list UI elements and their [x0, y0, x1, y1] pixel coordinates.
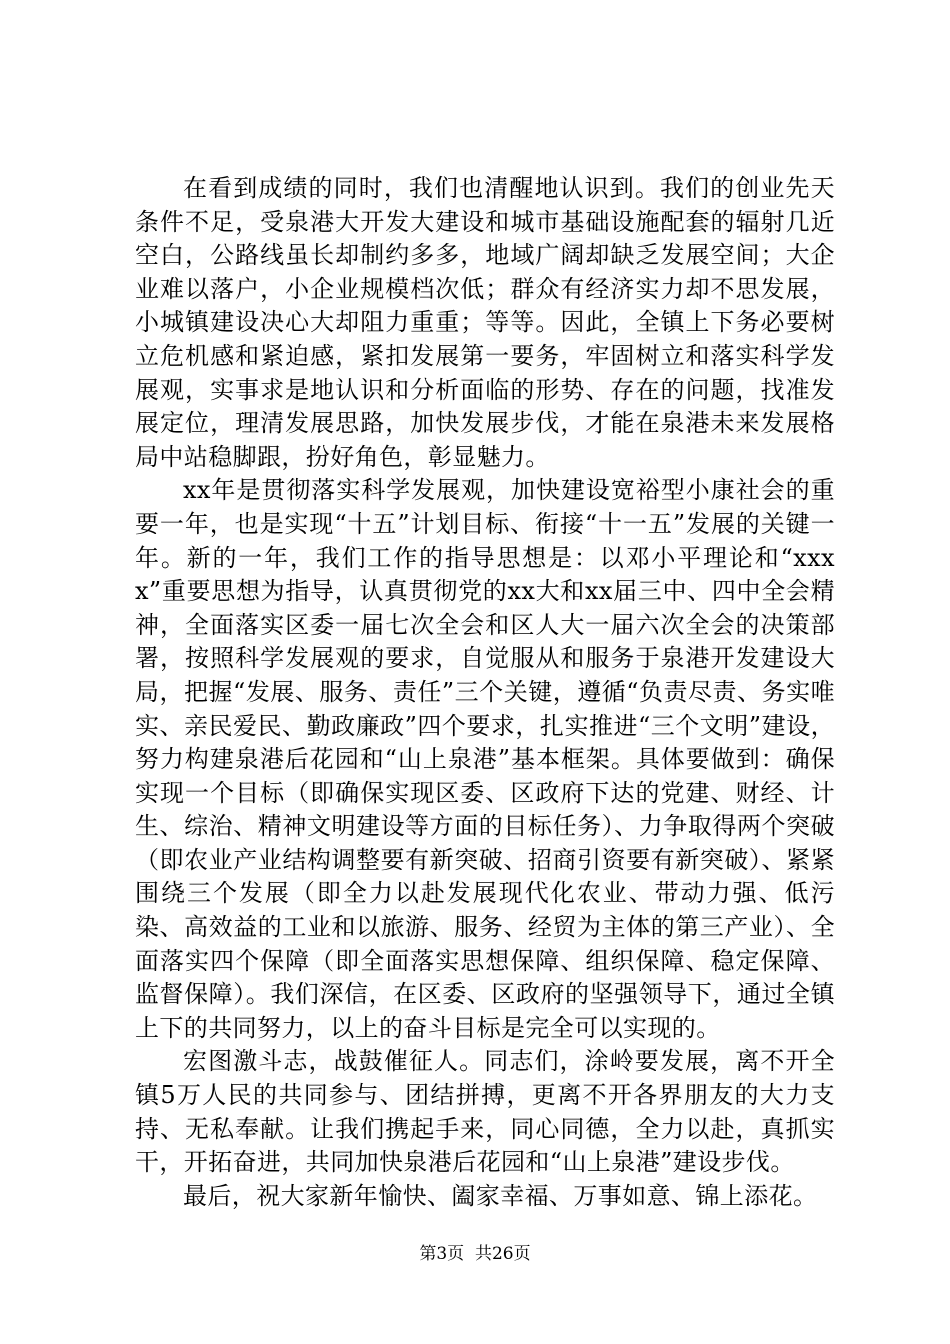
- document-body: [135, 172, 835, 1213]
- paragraph-situation-analysis: 在看到成绩的同时，我们也清醒地认识到。我们的创业先天条件不足，受泉港大开发大建设和城市基础设施配套的辐射几近空白，公路线虽长却制约多多，地域广阔却缺乏发展空间；大企业难以落户，小企业规模档次低；群众有经济实力却不思发展，小城镇建设决心大却阻力重重；等等。因此，全镇上下务必要树立危机感和紧迫感，紧扣发展第一要务，牢固树立和落实科学发展观，实事求是地认识和分析面临的形势、存在的问题，找准发展定位，理清发展思路，加快发展步伐，才能在泉港未来发展格局中站稳脚跟，扮好角色，彰显魅力。: [135, 174, 835, 471]
- page-footer: 第3页 共26页: [419, 1244, 531, 1264]
- paragraph-call-to-action: 宏图激斗志，战鼓催征人。同志们，涂岭要发展，离不开全镇5万人民的共同参与、团结拼搏，更离不开各界朋友的大力支持、无私奉献。让我们携起手来，同心同德，全力以赴，真抓实干，开拓奋进，共同加快泉港后花园和“山上泉港”建设步伐。: [135, 1047, 835, 1177]
- paragraph-closing-wishes: 最后，祝大家新年愉快、阖家幸福、万事如意、锦上添花。: [183, 1181, 818, 1210]
- paragraph-guiding-ideology: xx年是贯彻落实科学发展观，加快建设宽裕型小康社会的重要一年，也是实现“十五”计划目标、衔接“十一五”发展的关键一年。新的一年，我们工作的指导思想是：以邓小平理论和“xxxx”重要思想为指导，认真贯彻党的xx大和xx届三中、四中全会精神，全面落实区委一届七次全会和区人大一届六次全会的决策部署，按照科学发展观的要求，自觉服从和服务于泉港开发建设大局，把握“发展、服务、责任”三个关键，遵循“负责尽责、务实唯实、亲民爱民、勤政廉政”四个要求，扎实推进“三个文明”建设，努力构建泉港后花园和“山上泉港”基本框架。具体要做到：确保实现一个目标（即确保实现区委、区政府下达的党建、财经、计生、综治、精神文明建设等方面的目标任务）、力争取得两个突破（即农业产业结构调整要有新突破、招商引资要有新突破）、紧紧围绕三个发展（即全力以赴发展现代化农业、带动力强、低污染、高效益的工业和以旅游、服务、经贸为主体的第三产业）、全面落实四个保障（即全面落实思想保障、组织保障、稳定保障、监督保障）。我们深信，在区委、区政府的坚强领导下，通过全镇上下的共同努力，以上的奋斗目标是完全可以实现的。: [135, 476, 835, 1042]
